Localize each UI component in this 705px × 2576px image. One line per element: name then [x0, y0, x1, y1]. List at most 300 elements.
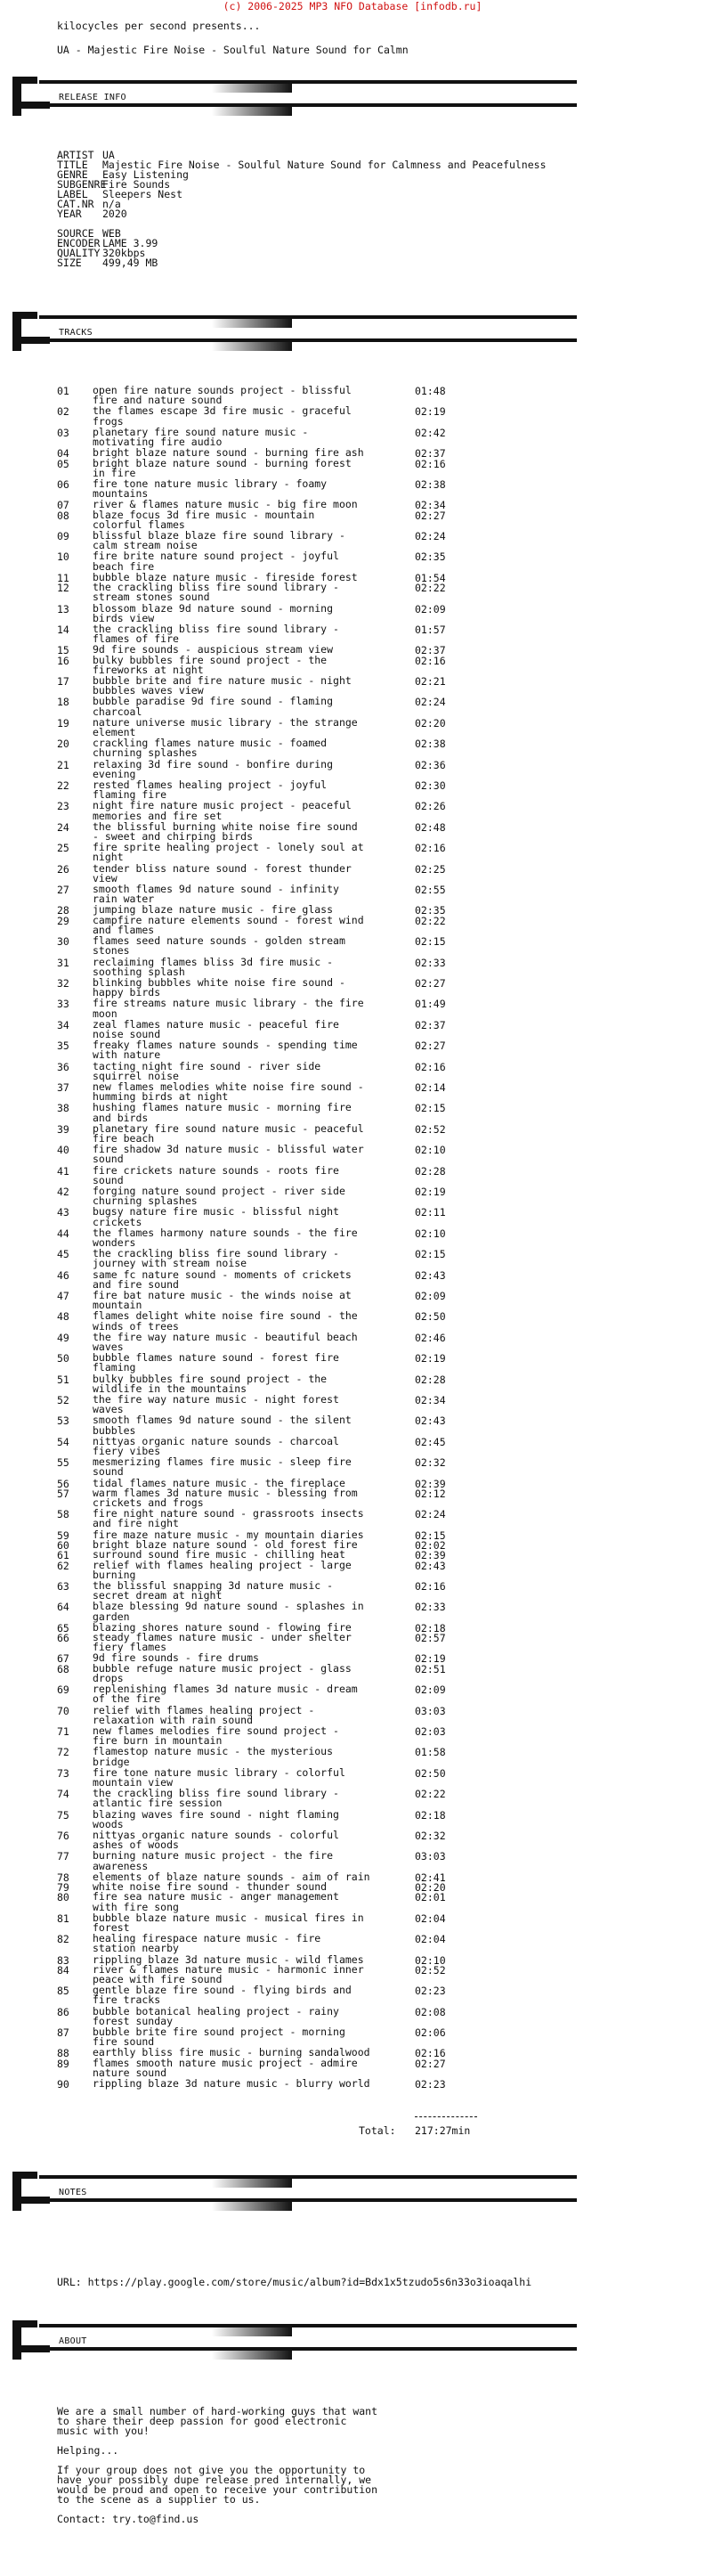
track-title: blaze blessing 9d nature sound - splashes in garden [93, 1600, 364, 1623]
track-duration: 02:21 [415, 675, 446, 688]
track-duration: 02:39 [415, 1477, 446, 1490]
track-title: rippling blaze 3d nature music - wild flames [93, 1952, 364, 1966]
track-duration: 02:22 [415, 1788, 446, 1801]
track-duration: 02:25 [415, 862, 446, 876]
track-number: 64 [57, 1601, 69, 1614]
track-title: fire shadow 3d nature music - blissful water sound [93, 1143, 364, 1166]
track-number: 67 [57, 1652, 69, 1666]
track-number: 46 [57, 1268, 69, 1282]
about-line: would be proud and open to receive your contribution [57, 2483, 378, 2496]
info-value: 499,49 MB [102, 257, 158, 269]
track-title: reclaiming flames bliss 3d fire music - soothing splash [93, 955, 334, 978]
track-number: 26 [57, 862, 69, 876]
track-title: relief with flames healing project - relaxation with rain sound [93, 1703, 315, 1726]
track-title: elements of blaze nature sounds - aim of rain [93, 1870, 370, 1883]
track-number: 74 [57, 1788, 69, 1801]
info-key: SIZE [57, 257, 82, 269]
track-duration: 02:35 [415, 550, 446, 564]
section-title-about: ABOUT [59, 2336, 87, 2346]
info-key: ARTIST [57, 149, 94, 161]
track-number: 38 [57, 1102, 69, 1115]
track-title: fire sprite healing project - lonely soul at night [93, 841, 364, 864]
track-number: 25 [57, 842, 69, 855]
section-title-notes: NOTES [59, 2188, 87, 2197]
track-number: 08 [57, 509, 69, 522]
track-duration: 02:36 [415, 758, 446, 771]
track-duration: 02:46 [415, 1331, 446, 1344]
track-number: 17 [57, 675, 69, 688]
track-duration: 02:30 [415, 779, 446, 792]
about-line: Helping... [57, 2444, 119, 2457]
track-number: 59 [57, 1528, 69, 1542]
section-banner-tracks [7, 312, 577, 355]
about-line: If your group does not give you the opportunity to [57, 2464, 366, 2476]
info-value: WEB [102, 227, 121, 240]
track-duration: 02:33 [415, 1601, 446, 1614]
track-duration: 02:37 [415, 1018, 446, 1031]
track-duration: 02:19 [415, 1185, 446, 1198]
track-title: the crackling bliss fire sound library - flames of fire [93, 622, 339, 646]
track-title: new flames melodies fire sound project - fire burn in mountain [93, 1724, 339, 1748]
track-duration: 02:19 [415, 405, 446, 419]
track-number: 23 [57, 800, 69, 813]
track-number: 52 [57, 1393, 69, 1406]
track-number: 07 [57, 499, 69, 512]
track-number: 51 [57, 1373, 69, 1386]
track-number: 65 [57, 1621, 69, 1634]
track-title: smooth flames 9d nature sound - the silent bubbles [93, 1414, 352, 1437]
track-number: 54 [57, 1435, 69, 1448]
track-number: 78 [57, 1871, 69, 1884]
track-number: 35 [57, 1039, 69, 1053]
track-duration: 02:52 [415, 1122, 446, 1136]
track-title: nittyas organic nature sounds - colorful ashes of woods [93, 1828, 339, 1852]
track-duration: 02:03 [415, 1724, 446, 1738]
track-number: 31 [57, 956, 69, 969]
info-key: ENCODER [57, 237, 101, 249]
about-line: to share their deep passion for good electronic [57, 2415, 347, 2427]
section-banner-release-info [7, 77, 577, 119]
track-duration: 02:37 [415, 644, 446, 657]
track-duration: 02:16 [415, 1579, 446, 1593]
track-duration: 02:22 [415, 914, 446, 927]
track-title: the flames harmony nature sounds - the fire wonders [93, 1226, 358, 1249]
track-title: blazing shores nature sound - flowing fire [93, 1620, 352, 1634]
track-number: 27 [57, 884, 69, 896]
info-value: Easy Listening [102, 168, 189, 181]
track-duration: 02:28 [415, 1373, 446, 1386]
track-title: freaky flames nature sounds - spending time with nature [93, 1039, 358, 1062]
track-number: 06 [57, 477, 69, 491]
track-duration: 02:55 [415, 884, 446, 896]
track-title: rippling blaze 3d nature music - blurry world [93, 2077, 370, 2091]
track-number: 90 [57, 2078, 69, 2091]
track-number: 14 [57, 623, 69, 636]
track-title: fire crickets nature sounds - roots fire sound [93, 1163, 339, 1186]
track-title: smooth flames 9d nature sound - infinity rain water [93, 883, 339, 906]
track-duration: 02:32 [415, 1829, 446, 1842]
track-number: 33 [57, 998, 69, 1011]
track-duration: 02:27 [415, 976, 446, 990]
track-duration: 02:52 [415, 1963, 446, 1977]
track-title: the fire way nature music - beautiful beach waves [93, 1330, 358, 1353]
track-title: the blissful snapping 3d nature music - secret dream at night [93, 1578, 334, 1602]
track-duration: 02:16 [415, 1060, 446, 1073]
track-duration: 02:24 [415, 696, 446, 709]
info-key: QUALITY [57, 247, 101, 259]
about-line: Contact: try.to@find.us [57, 2513, 199, 2525]
track-duration: 02:09 [415, 1683, 446, 1697]
track-title: fire tone nature music library - foamy mountains [93, 477, 328, 501]
track-number: 03 [57, 426, 69, 439]
track-duration: 02:09 [415, 1289, 446, 1302]
track-duration: 02:27 [415, 2057, 446, 2070]
track-title: bubble brite and fire nature music - night bubbles waves view [93, 674, 352, 697]
track-duration: 02:10 [415, 1227, 446, 1240]
track-number: 10 [57, 550, 69, 564]
track-number: 16 [57, 654, 69, 667]
track-duration: 01:49 [415, 998, 446, 1011]
track-title: river & flames nature music - big fire moon [93, 498, 358, 511]
about-line: We are a small number of hard-working guys that want [57, 2405, 378, 2417]
track-duration: 02:20 [415, 716, 446, 730]
track-title: warm flames 3d nature music - blessing from crickets and frogs [93, 1486, 358, 1509]
track-duration: 02:18 [415, 1808, 446, 1822]
total-value: 217:27min [415, 2124, 471, 2137]
track-title: fire sea nature music - anger management with fire song [93, 1890, 339, 1913]
track-duration: 02:34 [415, 499, 446, 512]
track-title: same fc nature sound - moments of crickets and fire sound [93, 1268, 352, 1291]
track-duration: 02:57 [415, 1632, 446, 1644]
track-duration: 02:14 [415, 1080, 446, 1094]
track-number: 48 [57, 1310, 69, 1324]
about-line: music with you! [57, 2425, 150, 2437]
track-duration: 02:11 [415, 1206, 446, 1219]
track-number: 28 [57, 904, 69, 917]
track-number: 81 [57, 1912, 69, 1925]
track-duration: 02:16 [415, 654, 446, 667]
track-duration: 02:19 [415, 1352, 446, 1365]
track-number: 63 [57, 1579, 69, 1593]
track-title: bubble botanical healing project - rainy forest sunday [93, 2004, 339, 2027]
section-banner-notes [7, 2172, 577, 2214]
track-duration: 02:10 [415, 1144, 446, 1157]
track-duration: 02:24 [415, 530, 446, 542]
track-title: blazing waves fire sound - night flaming woods [93, 1807, 339, 1830]
track-number: 40 [57, 1144, 69, 1157]
track-duration: 02:04 [415, 1933, 446, 1946]
track-number: 29 [57, 914, 69, 927]
track-duration: 02:12 [415, 1487, 446, 1500]
track-duration: 02:15 [415, 1102, 446, 1115]
track-title: the blissful burning white noise fire sound - sweet and chirping birds [93, 819, 358, 843]
track-duration: 02:43 [415, 1414, 446, 1428]
track-duration: 02:16 [415, 842, 446, 855]
track-number: 72 [57, 1746, 69, 1759]
section-title-release-info: RELEASE INFO [59, 93, 126, 102]
track-number: 85 [57, 1985, 69, 1998]
track-title: the fire way nature music - night forest waves [93, 1392, 339, 1416]
track-title: blinking bubbles white noise fire sound - happy birds [93, 975, 345, 999]
track-title: flames seed nature sounds - golden stream stones [93, 934, 345, 958]
info-key: CAT.NR [57, 198, 94, 210]
track-duration: 03:03 [415, 1704, 446, 1717]
track-number: 34 [57, 1018, 69, 1031]
track-duration: 02:28 [415, 1164, 446, 1178]
about-line: to the scene as a supplier to us. [57, 2493, 261, 2506]
track-duration: 02:41 [415, 1871, 446, 1884]
track-title: bubble blaze nature music - musical fires in forest [93, 1911, 364, 1934]
track-number: 37 [57, 1080, 69, 1094]
info-value: Fire Sounds [102, 178, 171, 191]
total-label: Total: [359, 2124, 396, 2137]
track-title: replenishing flames 3d nature music - dream of the fire [93, 1683, 358, 1706]
track-number: 45 [57, 1248, 69, 1261]
track-title: the flames escape 3d fire music - graceful frogs [93, 404, 352, 428]
track-number: 68 [57, 1662, 69, 1675]
info-value: 320kbps [102, 247, 146, 259]
section-title-tracks: TRACKS [59, 328, 93, 338]
track-title: fire brite nature sound project - joyful beach fire [93, 550, 339, 573]
info-key: YEAR [57, 208, 82, 220]
track-title: new flames melodies white noise fire sound - humming birds at night [93, 1080, 364, 1104]
track-title: zeal flames nature music - peaceful fire noise sound [93, 1017, 339, 1040]
tagline: kilocycles per second presents... [57, 20, 261, 32]
track-duration: 02:38 [415, 738, 446, 751]
track-number: 47 [57, 1289, 69, 1302]
track-title: campfire nature elements sound - forest wind and flames [93, 913, 364, 936]
track-number: 13 [57, 602, 69, 615]
track-number: 30 [57, 935, 69, 949]
track-title: bulky bubbles fire sound project - the fireworks at night [93, 653, 328, 676]
track-title: hushing flames nature music - morning fire and birds [93, 1101, 352, 1124]
track-number: 44 [57, 1227, 69, 1240]
info-value: Sleepers Nest [102, 188, 183, 200]
credit-line: (c) 2006-2025 MP3 NFO Database [infodb.ru] [223, 0, 482, 12]
track-number: 39 [57, 1122, 69, 1136]
track-duration: 01:57 [415, 623, 446, 636]
track-duration: 02:04 [415, 1912, 446, 1925]
track-title: burning nature music project - the fire awareness [93, 1849, 334, 1872]
track-title: flamestop nature music - the mysterious bridge [93, 1745, 334, 1768]
track-title: bubble blaze nature music - fireside forest [93, 570, 358, 583]
track-duration: 02:16 [415, 2047, 446, 2060]
track-number: 84 [57, 1963, 69, 1977]
track-number: 76 [57, 1829, 69, 1842]
track-title: rested flames healing project - joyful flaming fire [93, 779, 328, 802]
track-title: relaxing 3d fire sound - bonfire during evening [93, 757, 334, 780]
track-number: 01 [57, 385, 69, 397]
track-duration: 02:50 [415, 1766, 446, 1780]
track-duration: 02:01 [415, 1891, 446, 1904]
track-duration: 02:02 [415, 1538, 446, 1552]
track-title: surround sound fire music - chilling heat [93, 1548, 345, 1561]
info-value: n/a [102, 198, 121, 210]
track-title: forging nature sound project - river side churning splashes [93, 1184, 345, 1208]
track-title: the crackling bliss fire sound library - stream stones sound [93, 581, 339, 604]
track-number: 61 [57, 1549, 69, 1562]
track-number: 18 [57, 696, 69, 709]
track-duration: 02:15 [415, 1528, 446, 1542]
track-duration: 02:24 [415, 1508, 446, 1521]
track-number: 79 [57, 1881, 69, 1894]
track-duration: 01:58 [415, 1746, 446, 1759]
track-title: fire maze nature music - my mountain diaries [93, 1528, 364, 1541]
track-title: mesmerizing flames fire music - sleep fire sound [93, 1455, 352, 1479]
track-title: bulky bubbles fire sound project - the wildlife in the mountains [93, 1372, 328, 1395]
track-title: nittyas organic nature sounds - charcoal fiery vibes [93, 1434, 339, 1457]
info-value: LAME 3.99 [102, 237, 158, 249]
track-duration: 02:39 [415, 1549, 446, 1562]
track-title: planetary fire sound nature music - peaceful fire beach [93, 1121, 364, 1145]
track-number: 43 [57, 1206, 69, 1219]
track-title: steady flames nature music - under shelter fiery flames [93, 1631, 352, 1654]
track-title: night fire nature music project - peaceful memories and fire set [93, 799, 352, 822]
track-number: 11 [57, 571, 69, 584]
about-line: have your possibly dupe release pred internally, we [57, 2474, 372, 2486]
track-number: 57 [57, 1487, 69, 1500]
track-number: 49 [57, 1331, 69, 1344]
track-number: 83 [57, 1953, 69, 1967]
track-number: 55 [57, 1456, 69, 1470]
track-duration: 02:20 [415, 1881, 446, 1894]
track-duration: 02:37 [415, 447, 446, 461]
track-title: bright blaze nature sound - burning fire ash [93, 446, 364, 460]
track-duration: 02:23 [415, 2078, 446, 2091]
track-title: the crackling bliss fire sound library - atlantic fire session [93, 1787, 339, 1810]
track-number: 69 [57, 1683, 69, 1697]
track-title: flames delight white noise fire sound - the winds of trees [93, 1309, 358, 1333]
track-title: the crackling bliss fire sound library - journey with stream noise [93, 1247, 339, 1270]
track-duration: 02:32 [415, 1456, 446, 1470]
track-number: 87 [57, 2026, 69, 2039]
track-duration: 02:18 [415, 1621, 446, 1634]
track-title: fire streams nature music library - the fire moon [93, 997, 364, 1020]
track-title: healing firespace nature music - fire station nearby [93, 1932, 321, 1955]
track-duration: 02:38 [415, 477, 446, 491]
track-title: bright blaze nature sound - old forest fire [93, 1537, 358, 1551]
track-number: 20 [57, 738, 69, 751]
track-duration: 02:15 [415, 1248, 446, 1261]
track-duration: 02:08 [415, 2005, 446, 2018]
track-duration: 02:23 [415, 1985, 446, 1998]
track-title: bubble brite fire sound project - morning fire sound [93, 2026, 345, 2049]
track-duration: 02:26 [415, 800, 446, 813]
track-number: 89 [57, 2057, 69, 2070]
track-number: 36 [57, 1060, 69, 1073]
info-key: LABEL [57, 188, 88, 200]
total-divider [415, 2116, 477, 2117]
track-duration: 02:09 [415, 602, 446, 615]
track-title: bugsy nature fire music - blissful night crickets [93, 1205, 339, 1228]
info-value: 2020 [102, 208, 127, 220]
track-number: 41 [57, 1164, 69, 1178]
track-duration: 02:22 [415, 582, 446, 595]
track-duration: 02:43 [415, 1559, 446, 1572]
track-number: 71 [57, 1724, 69, 1738]
track-title: 9d fire sounds - auspicious stream view [93, 643, 334, 656]
track-number: 53 [57, 1414, 69, 1428]
track-title: bright blaze nature sound - burning forest in fire [93, 456, 352, 479]
track-number: 56 [57, 1477, 69, 1490]
track-duration: 02:35 [415, 904, 446, 917]
track-duration: 02:19 [415, 1652, 446, 1666]
track-number: 32 [57, 976, 69, 990]
track-duration: 01:48 [415, 385, 446, 397]
track-duration: 02:27 [415, 509, 446, 522]
track-title: blissful blaze blaze fire sound library - calm stream noise [93, 529, 345, 552]
track-duration: 02:34 [415, 1393, 446, 1406]
track-number: 75 [57, 1808, 69, 1822]
track-number: 21 [57, 758, 69, 771]
track-duration: 02:51 [415, 1662, 446, 1675]
notes-url: URL: https://play.google.com/store/music/album?id=Bdx1x5tzudo5s6n33o3ioaqalhi [57, 2276, 532, 2288]
track-title: open fire nature sounds project - blissful fire and nature sound [93, 384, 352, 407]
track-duration: 02:27 [415, 1039, 446, 1053]
track-title: 9d fire sounds - fire drums [93, 1651, 259, 1665]
track-number: 70 [57, 1704, 69, 1717]
track-duration: 02:33 [415, 956, 446, 969]
track-duration: 02:45 [415, 1435, 446, 1448]
info-value: Majestic Fire Noise - Soulful Nature Sound for Calmness and Peacefulness [102, 159, 547, 171]
info-key: GENRE [57, 168, 88, 181]
track-title: white noise fire sound - thunder sound [93, 1880, 328, 1893]
track-number: 88 [57, 2047, 69, 2060]
release-line: UA - Majestic Fire Noise - Soulful Nature Sound for Calmn [57, 44, 409, 56]
track-duration: 01:54 [415, 571, 446, 584]
track-title: fire night nature sound - grassroots insects and fire night [93, 1507, 364, 1530]
track-title: blaze focus 3d fire music - mountain colorful flames [93, 508, 315, 531]
info-value: UA [102, 149, 115, 161]
track-title: bubble paradise 9d fire sound - flaming charcoal [93, 695, 334, 718]
track-number: 82 [57, 1933, 69, 1946]
track-title: fire bat nature music - the winds noise at mountain [93, 1288, 352, 1312]
track-title: nature universe music library - the strange element [93, 715, 358, 738]
track-duration: 03:03 [415, 1850, 446, 1863]
track-number: 50 [57, 1352, 69, 1365]
track-title: tender bliss nature sound - forest thunder view [93, 861, 352, 884]
track-title: bubble flames nature sound - forest fire flaming [93, 1351, 339, 1374]
track-number: 62 [57, 1559, 69, 1572]
track-duration: 02:48 [415, 820, 446, 834]
track-number: 66 [57, 1632, 69, 1644]
info-key: TITLE [57, 159, 88, 171]
track-title: jumping blaze nature music - fire glass [93, 903, 334, 917]
track-title: crackling flames nature music - foamed churning splashes [93, 737, 328, 760]
track-title: earthly bliss fire music - burning sandalwood [93, 2046, 370, 2059]
track-number: 02 [57, 405, 69, 419]
track-number: 15 [57, 644, 69, 657]
track-duration: 02:06 [415, 2026, 446, 2039]
track-number: 12 [57, 582, 69, 595]
track-duration: 02:42 [415, 426, 446, 439]
track-number: 60 [57, 1538, 69, 1552]
track-duration: 02:15 [415, 935, 446, 949]
info-key: SUBGENRE [57, 178, 107, 191]
track-title: bubble refuge nature music project - glass drops [93, 1661, 352, 1684]
track-title: gentle blaze fire sound - flying birds and fire tracks [93, 1984, 352, 2007]
track-number: 58 [57, 1508, 69, 1521]
info-key: SOURCE [57, 227, 94, 240]
track-title: relief with flames healing project - large burning [93, 1558, 352, 1581]
track-number: 19 [57, 716, 69, 730]
track-number: 80 [57, 1891, 69, 1904]
track-number: 77 [57, 1850, 69, 1863]
track-number: 24 [57, 820, 69, 834]
track-title: planetary fire sound nature music - motivating fire audio [93, 425, 309, 448]
track-duration: 02:16 [415, 457, 446, 470]
track-duration: 02:43 [415, 1268, 446, 1282]
